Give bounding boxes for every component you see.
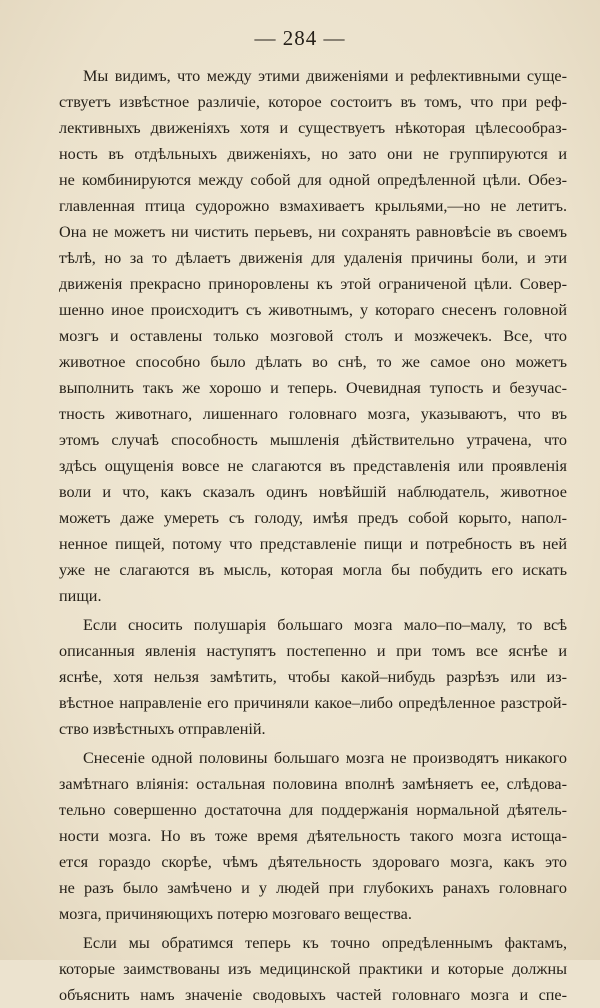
- text-line: лективныхъ движеніяхъ хотя и существуетъ нѣкоторая цѣлесообраз-: [59, 119, 567, 137]
- text-line: вѣстное направленіе его причиняли какое–либо опредѣленное разстрой-: [59, 694, 567, 712]
- text-line: яснѣе, хотя нельзя замѣтить, чтобы какой–нибудь разрѣзъ или из-: [59, 668, 567, 686]
- text-line: ство извѣстныхъ отправленій.: [59, 720, 266, 738]
- text-line: пищи.: [59, 587, 102, 605]
- text-line: Снесеніе одной половины большаго мозга не производятъ никакого: [83, 749, 567, 767]
- paragraph-4: [59, 930, 567, 1008]
- text-line: ствуетъ извѣстное различіе, которое состоитъ въ томъ, что при реф-: [59, 93, 567, 111]
- paragraph-2: [59, 612, 567, 742]
- text-line: животное способно было дѣлать во снѣ, то же самое оно можетъ: [59, 353, 567, 371]
- text-line: тность животнаго, лишеннаго головнаго мозга, указываютъ, что въ: [59, 405, 567, 423]
- text-line: описанныя явленія наступятъ постепенно и при томъ все яснѣе и: [59, 642, 567, 660]
- text-line: шенно иное происходитъ съ животнымъ, у котораго снесенъ головной: [59, 301, 567, 319]
- text-line: мозгъ и оставлены только мозговой столъ и мозжечекъ. Все, что: [59, 327, 567, 345]
- text-line: мозга, причиняющихъ потерю мозговаго вещества.: [59, 905, 412, 923]
- text-line: Если мы обратимся теперь къ точно опредѣленнымъ фактамъ,: [83, 934, 567, 952]
- text-line: тельно совершенно достаточна для поддержанія нормальной дѣятель-: [59, 801, 567, 819]
- text-line: тѣлѣ, но за то дѣлаетъ движенія для удаленія причины боли, и эти: [59, 249, 567, 267]
- text-line: которые заимствованы изъ медицинской практики и которые должны: [59, 960, 567, 978]
- text-line: не разъ было замѣчено и у людей при глубокихъ ранахъ головнаго: [59, 879, 567, 897]
- text-line: главленная птица судорожно взмахиваетъ крыльями,—но не летитъ.: [59, 197, 567, 215]
- text-line: ненное пищей, потому что представленіе пищи и потребность въ ней: [59, 535, 567, 553]
- text-line: движенія прекрасно приноровлены къ этой ограниченой цѣли. Совер-: [59, 275, 567, 293]
- text-line: не комбинируются между собой для одной опредѣленной цѣли. Обез-: [59, 171, 567, 189]
- text-line: Она не можетъ ни чистить перьевъ, ни сохранять равновѣсіе въ своемъ: [59, 223, 567, 241]
- text-line: можетъ даже умереть съ голоду, имѣя предъ собой корыто, напол-: [59, 509, 567, 527]
- text-line: этомъ случаѣ способность мышленія дѣйствительно утрачена, что: [59, 431, 567, 449]
- paragraph-1: [59, 63, 567, 609]
- page-number: — 284 —: [254, 26, 346, 50]
- text-line: Мы видимъ, что между этими движеніями и рефлективными суще-: [83, 67, 567, 85]
- text-line: выполнить такъ же хорошо и теперь. Очевидная тупость и безучас-: [59, 379, 567, 397]
- text-line: воли и что, какъ сказалъ одинъ новѣйшій наблюдатель, животное: [59, 483, 567, 501]
- paragraph-3: [59, 745, 567, 927]
- text-line: объяснить намъ значеніе сводовыхъ частей головнаго мозга и спе-: [59, 986, 567, 1004]
- body-text: [59, 60, 567, 1008]
- text-line: замѣтнаго вліянія: остальная половина вполнѣ замѣняетъ ее, слѣдова-: [59, 775, 567, 793]
- text-line: Если сносить полушарія большаго мозга мало–по–малу, то всѣ: [83, 616, 567, 634]
- text-line: уже не слагаются въ мысль, которая могла бы побудить его искать: [59, 561, 567, 579]
- text-line: ности мозга. Но въ тоже время дѣятельность такого мозга истоща-: [59, 827, 567, 845]
- text-line: ется гораздо скорѣе, чѣмъ дѣятельность здороваго мозга, какъ это: [59, 853, 567, 871]
- text-line: ность въ отдѣльныхъ движеніяхъ, но зато они не группируются и: [59, 145, 567, 163]
- text-line: здѣсь ощущенія вовсе не слагаются въ представленія или проявленія: [59, 457, 567, 475]
